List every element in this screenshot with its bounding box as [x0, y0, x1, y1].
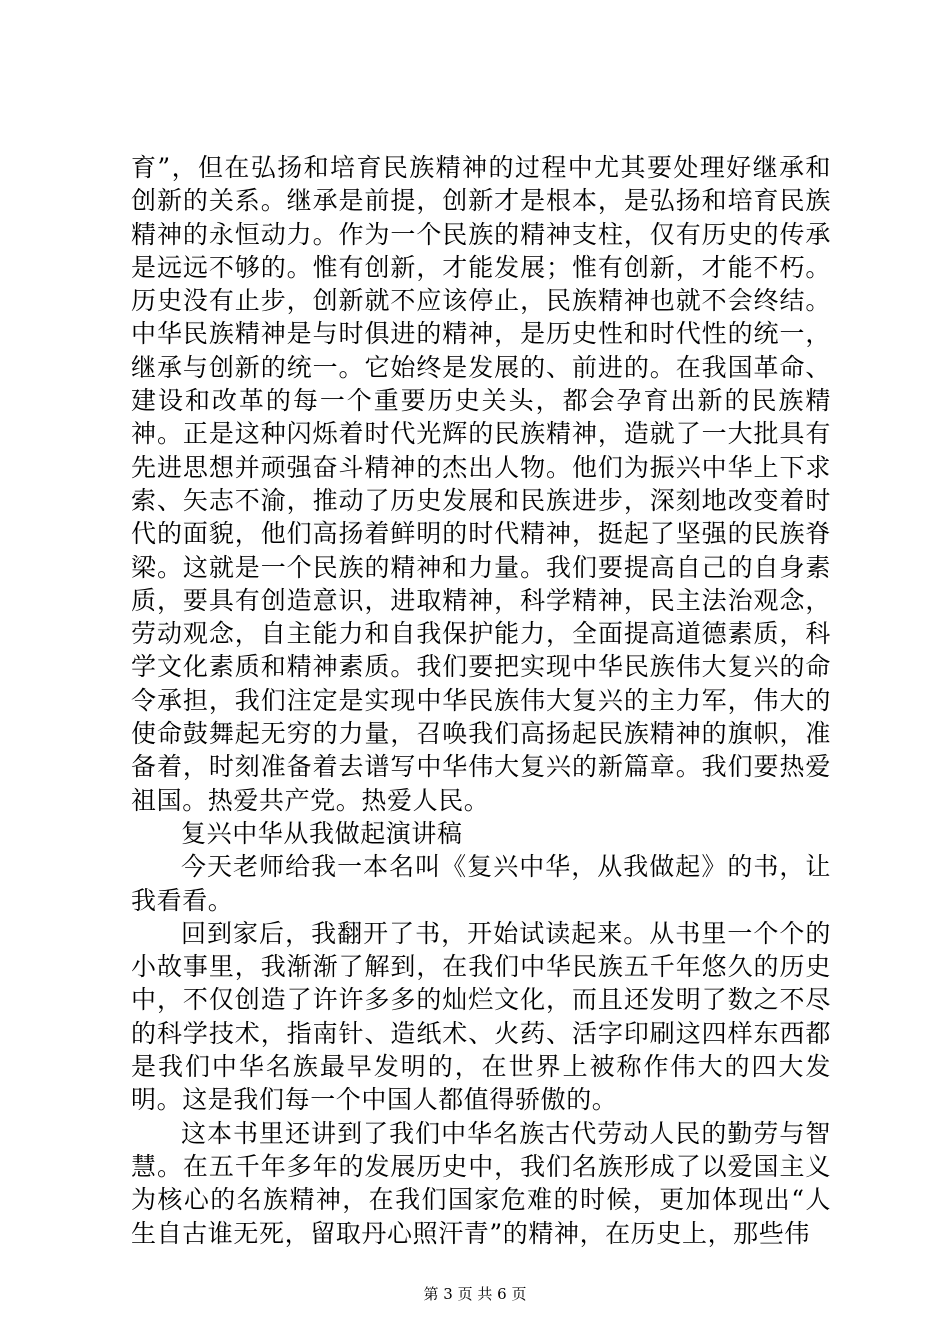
- paragraph-intro: 今天老师给我一本名叫《复兴中华，从我做起》的书，让我看看。: [131, 852, 831, 915]
- page-footer: 第 3 页 共 6 页: [423, 1285, 527, 1303]
- document-body: [131, 151, 831, 1250]
- speech-title: 复兴中华从我做起演讲稿: [181, 818, 463, 848]
- paragraph-spirit: 这本书里还讲到了我们中华名族古代劳动人民的勤劳与智慧。在五千年多年的发展历史中，我们名族形成了以爱国主义为核心的名族精神，在我们国家危难的时候，更加体现出“人生自古谁无死，留取丹心照汗青”的精神，在历史上，那些伟: [131, 1118, 831, 1248]
- paragraph-inventions: 回到家后，我翻开了书，开始试读起来。从书里一个个的小故事里，我渐渐了解到，在我们中华民族五千年悠久的历史中，不仅创造了许许多多的灿烂文化，而且还发明了数之不尽的科学技术，指南针、造纸术、火药、活字印刷这四样东西都是我们中华名族最早发明的，在世界上被称作伟大的四大发明。这是我们每一个中国人都值得骄傲的。: [131, 918, 831, 1115]
- paragraph-continuation: 育”，但在弘扬和培育民族精神的过程中尤其要处理好继承和创新的关系。继承是前提，创新才是根本，是弘扬和培育民族精神的永恒动力。作为一个民族的精神支柱，仅有历史的传承是远远不够的。惟有创新，才能发展；惟有创新，才能不朽。历史没有止步，创新就不应该停止，民族精神也就不会终结。中华民族精神是与时俱进的精神，是历史性和时代性的统一，继承与创新的统一。它始终是发展的、前进的。在我国革命、建设和改革的每一个重要历史关头，都会孕育出新的民族精神。正是这种闪烁着时代光辉的民族精神，造就了一大批具有先进思想并顽强奋斗精神的杰出人物。他们为振兴中华上下求索、矢志不渝，推动了历史发展和民族进步，深刻地改变着时代的面貌，他们高扬着鲜明的时代精神，挺起了坚强的民族脊梁。这就是一个民族的精神和力量。我们要提高自己的自身素质，要具有创造意识，进取精神，科学精神，民主法治观念，劳动观念，自主能力和自我保护能力，全面提高道德素质，科学文化素质和精神素质。我们要把实现中华民族伟大复兴的命令承担，我们注定是实现中华民族伟大复兴的主力军，伟大的使命鼓舞起无穷的力量，召唤我们高扬起民族精神的旗帜，准备着，时刻准备着去谱写中华伟大复兴的新篇章。我们要热爱祖国。热爱共产党。热爱人民。: [131, 153, 831, 815]
